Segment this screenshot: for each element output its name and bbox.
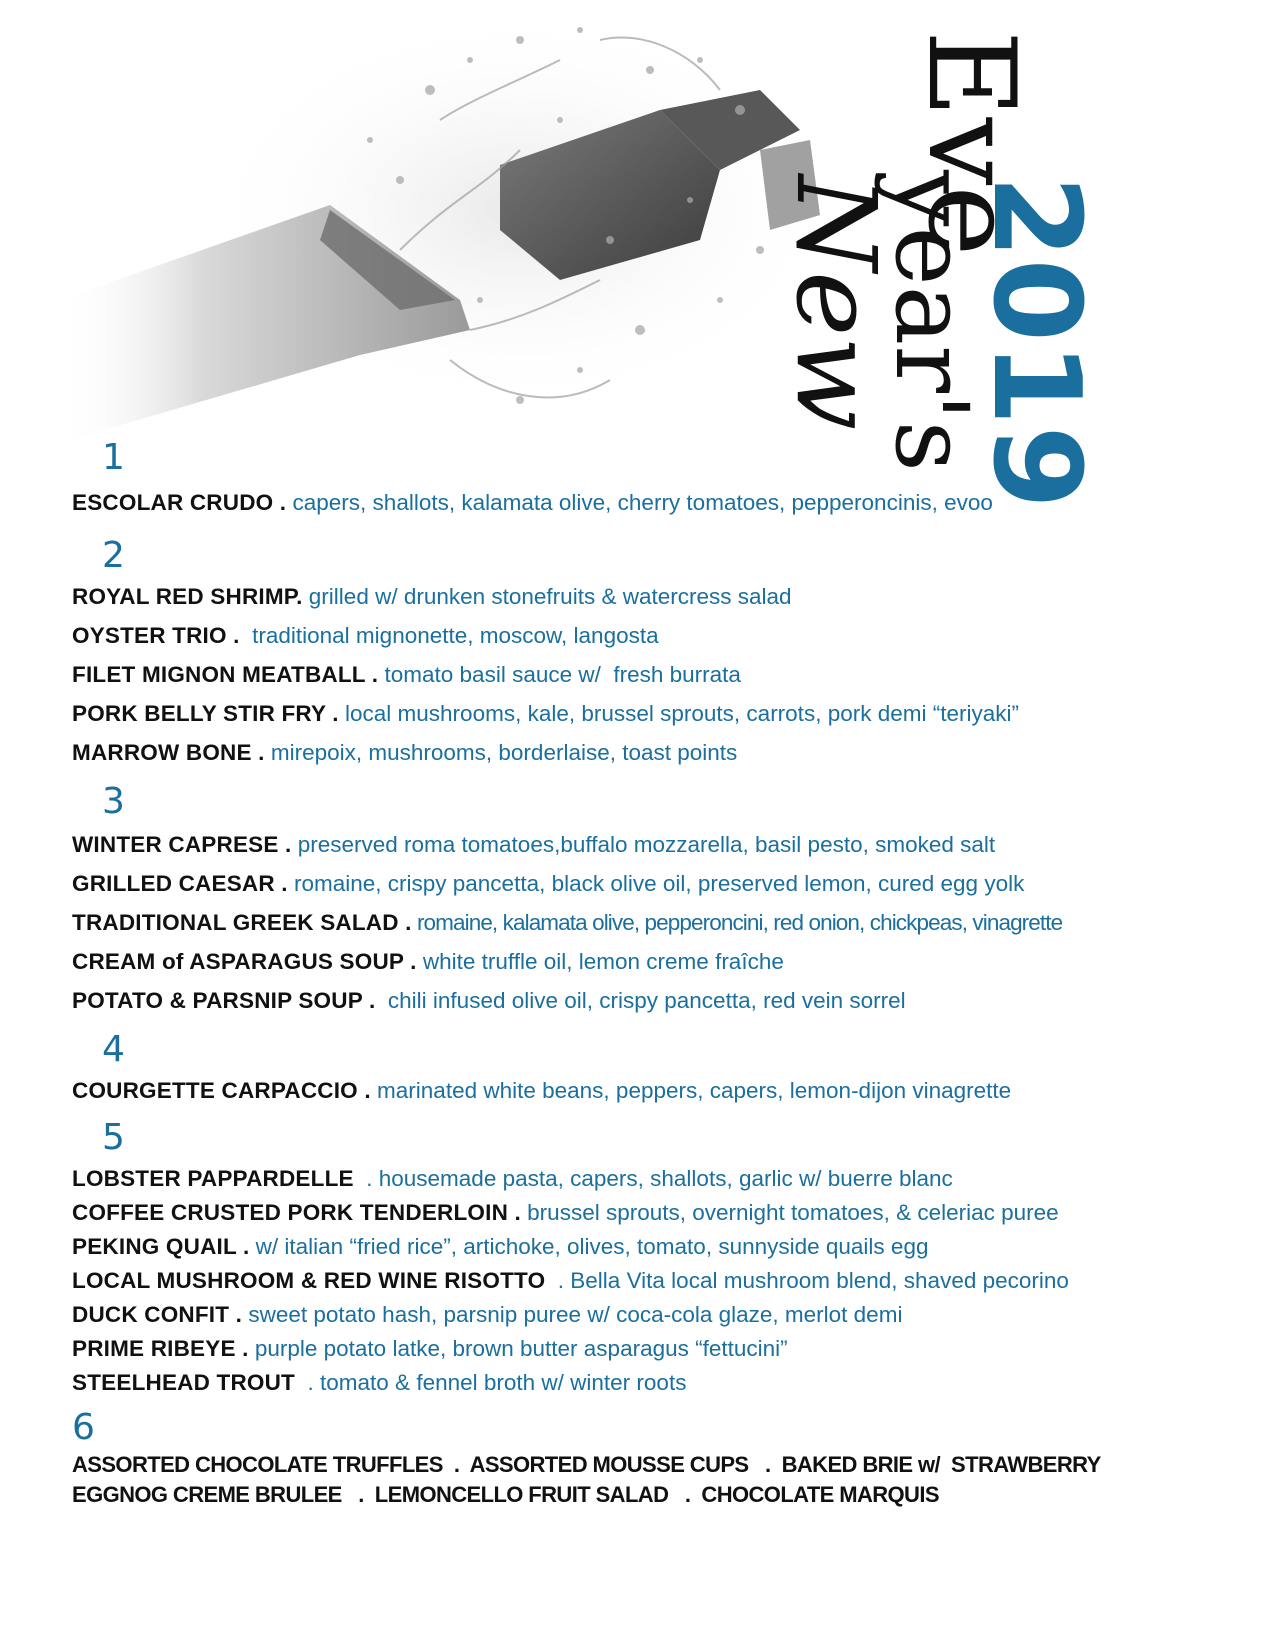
- dish-description: . Bella Vita local mushroom blend, shaved pecorino: [545, 1268, 1069, 1293]
- dish-description: local mushrooms, kale, brussel sprouts, carrots, pork demi “teriyaki”: [338, 701, 1019, 726]
- dish-description: mirepoix, mushrooms, borderlaise, toast points: [264, 740, 738, 765]
- dish-description: . housemade pasta, capers, shallots, garlic w/ buerre blanc: [353, 1166, 953, 1191]
- menu: [72, 437, 1212, 1508]
- dish-name: COURGETTE CARPACCIO .: [72, 1078, 371, 1103]
- dish-description: purple potato latke, brown butter asparagus “fettucini”: [248, 1336, 788, 1361]
- dish-name: CREAM of ASPARAGUS SOUP .: [72, 949, 417, 974]
- dish-description: chili infused olive oil, crispy pancetta, red vein sorrel: [375, 988, 906, 1013]
- dish-name: WINTER CAPRESE .: [72, 832, 292, 857]
- menu-item: [72, 1268, 1212, 1294]
- menu-item: [72, 910, 1212, 936]
- dish-name: MARROW BONE .: [72, 740, 265, 765]
- menu-item: [72, 584, 1212, 610]
- dish-name: ESCOLAR CRUDO .: [72, 490, 287, 515]
- course-number: 2: [102, 535, 125, 576]
- dish-description: capers, shallots, kalamata olive, cherry tomatoes, pepperoncinis, evoo: [286, 490, 993, 515]
- course-number: 1: [102, 437, 125, 478]
- menu-item: [72, 701, 1212, 727]
- dish-description: sweet potato hash, parsnip puree w/ coca-cola glaze, merlot demi: [242, 1302, 903, 1327]
- dessert-line: EGGNOG CREME BRULEE . LEMONCELLO FRUIT SALAD . CHOCOLATE MARQUIS: [72, 1482, 939, 1507]
- dish-description: romaine, crispy pancetta, black olive oil, preserved lemon, cured egg yolk: [287, 871, 1025, 896]
- title-new: New: [772, 175, 900, 431]
- menu-item: [72, 1302, 1212, 1328]
- menu-item: [72, 1234, 1212, 1260]
- dish-description: white truffle oil, lemon creme fraîche: [416, 949, 784, 974]
- dish-description: tomato basil sauce w/ fresh burrata: [378, 662, 741, 687]
- dish-name: FILET MIGNON MEATBALL .: [72, 662, 379, 687]
- course-2: [72, 535, 1212, 766]
- dish-description: marinated white beans, peppers, capers, lemon-dijon vinagrette: [370, 1078, 1012, 1103]
- course-number: 5: [102, 1117, 125, 1158]
- title-year: 2019: [966, 175, 1105, 509]
- dish-name: PORK BELLY STIR FRY .: [72, 701, 339, 726]
- menu-item: [72, 1336, 1212, 1362]
- course-3: [72, 781, 1212, 1014]
- menu-item: [72, 1370, 1212, 1396]
- dish-name: GRILLED CAESAR .: [72, 871, 288, 896]
- course-4: [72, 1029, 1212, 1104]
- menu-item: [72, 623, 1212, 649]
- dish-description: traditional mignonette, moscow, langosta: [239, 623, 659, 648]
- dish-name: PRIME RIBEYE .: [72, 1336, 249, 1361]
- dish-name: STEELHEAD TROUT: [72, 1370, 296, 1395]
- menu-item: [72, 949, 1212, 975]
- dish-description: . tomato & fennel broth w/ winter roots: [295, 1370, 687, 1395]
- title-years: year's: [873, 170, 990, 472]
- menu-item: [72, 1166, 1212, 1192]
- dish-name: PEKING QUAIL .: [72, 1234, 250, 1259]
- dish-name: OYSTER TRIO .: [72, 623, 240, 648]
- course-number: 4: [102, 1029, 125, 1070]
- dish-name: POTATO & PARSNIP SOUP .: [72, 988, 376, 1013]
- course-6-dessert: [72, 1407, 1212, 1508]
- menu-item: [72, 871, 1212, 897]
- title-eve: Eve: [901, 30, 1040, 257]
- dessert-line: ASSORTED CHOCOLATE TRUFFLES . ASSORTED MOUSSE CUPS . BAKED BRIE w/ STRAWBERRY: [72, 1452, 1101, 1477]
- course-1: [72, 437, 1212, 516]
- dish-description: brussel sprouts, overnight tomatoes, & celeriac puree: [520, 1200, 1059, 1225]
- dish-name: DUCK CONFIT .: [72, 1302, 243, 1327]
- menu-item: [72, 1078, 1212, 1104]
- dish-description: romaine, kalamata olive, pepperoncini, red onion, chickpeas, vinagrette: [411, 910, 1063, 935]
- dish-description: grilled w/ drunken stonefruits & watercress salad: [302, 584, 792, 609]
- dish-description: w/ italian “fried rice”, artichoke, olives, tomato, sunnyside quails egg: [249, 1234, 929, 1259]
- dish-name: ROYAL RED SHRIMP.: [72, 584, 303, 609]
- menu-item: [72, 662, 1212, 688]
- dish-name: LOBSTER PAPPARDELLE: [72, 1166, 354, 1191]
- menu-item: [72, 1200, 1212, 1226]
- menu-item: [72, 832, 1212, 858]
- course-5: [72, 1117, 1212, 1396]
- menu-item: [72, 740, 1212, 766]
- dish-description: preserved roma tomatoes,buffalo mozzarella, basil pesto, smoked salt: [291, 832, 996, 857]
- dish-name: TRADITIONAL GREEK SALAD .: [72, 910, 412, 935]
- dish-name: COFFEE CRUSTED PORK TENDERLOIN .: [72, 1200, 521, 1225]
- dish-name: LOCAL MUSHROOM & RED WINE RISOTTO: [72, 1268, 546, 1293]
- course-number: 6: [72, 1407, 95, 1448]
- menu-item: [72, 988, 1212, 1014]
- menu-item: [72, 490, 1212, 516]
- course-number: 3: [102, 781, 125, 822]
